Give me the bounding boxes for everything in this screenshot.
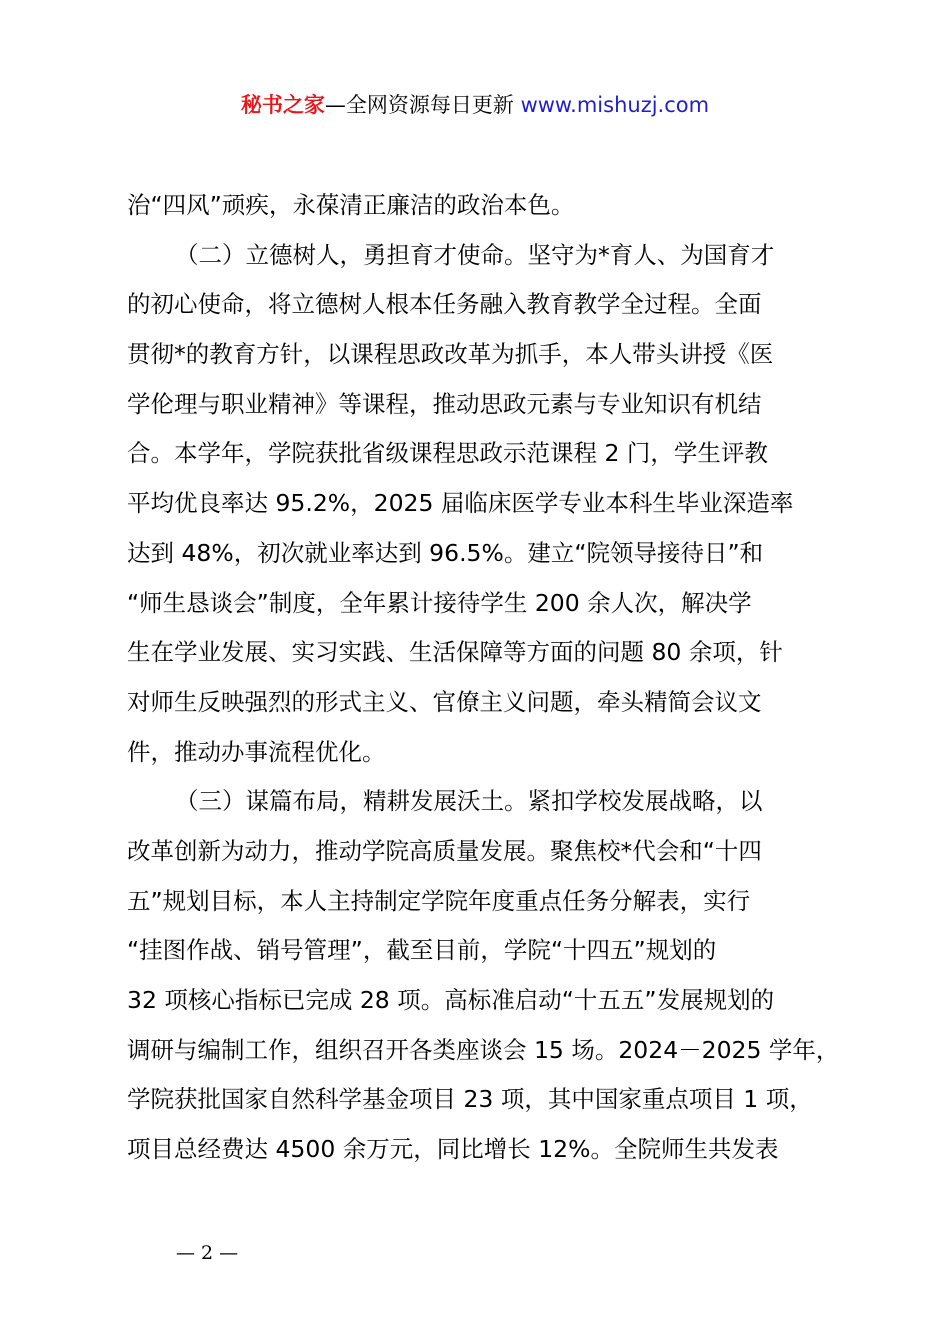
site-tagline: —全网资源每日更新 (324, 93, 521, 117)
text-line: 贯彻*的教育方针，以课程思政改革为抓手，本人带头讲授《医 (127, 340, 774, 369)
text-line: 学院获批国家自然科学基金项目 23 项，其中国家重点项目 1 项， (127, 1085, 813, 1114)
text-line: 合。本学年，学院获批省级课程思政示范课程 2 门，学生评教 (127, 439, 768, 468)
text-line: “挂图作战、销号管理”，截至目前，学院“十四五”规划的 (127, 936, 717, 965)
text-line: 学伦理与职业精神》等课程，推动思政元素与专业知识有机结 (127, 389, 762, 418)
site-brand: 秘书之家 (240, 93, 325, 117)
text-line: 对师生反映强烈的形式主义、官僚主义问题，牵头精简会议文 (127, 687, 762, 716)
text-line: “师生恳谈会”制度，全年累计接待学生 200 余人次，解决学 (127, 588, 752, 617)
text-line: 达到 48%，初次就业率达到 96.5%。建立“院领导接待日”和 (127, 538, 764, 567)
section-heading-line: （三）谋篇布局，精耕发展沃土。紧扣学校发展战略，以 (175, 787, 763, 816)
text-line: 改革创新为动力，推动学院高质量发展。聚焦校*代会和“十四 (127, 836, 762, 865)
text-line: 件，推动办事流程优化。 (127, 737, 386, 766)
page-number: — 2 — (176, 1242, 239, 1264)
site-header (0, 88, 950, 122)
text-line: 平均优良率达 95.2%，2025 届临床医学专业本科生毕业深造率 (127, 489, 794, 518)
text-line: 生在学业发展、实习实践、生活保障等方面的问题 80 余项，针 (127, 638, 783, 667)
text-line: 五”规划目标，本人主持制定学院年度重点任务分解表，实行 (127, 886, 751, 915)
text-line: 的初心使命，将立德树人根本任务融入教育教学全过程。全面 (127, 290, 762, 319)
text-line: 32 项核心指标已完成 28 项。高标准启动“十五五”发展规划的 (127, 986, 775, 1014)
text-line: 治“四风”顽疾，永葆清正廉洁的政治本色。 (127, 191, 575, 219)
site-url-link[interactable]: www.mishuzj.com (520, 93, 710, 117)
text-line: 调研与编制工作，组织召开各类座谈会 15 场。2024－2025 学年， (127, 1035, 840, 1064)
section-heading-line: （二）立德树人，勇担育才使命。坚守为*育人、为国育才 (175, 240, 775, 269)
text-line: 项目总经费达 4500 余万元，同比增长 12%。全院师生共发表 (127, 1135, 779, 1164)
document-body (127, 181, 847, 1175)
